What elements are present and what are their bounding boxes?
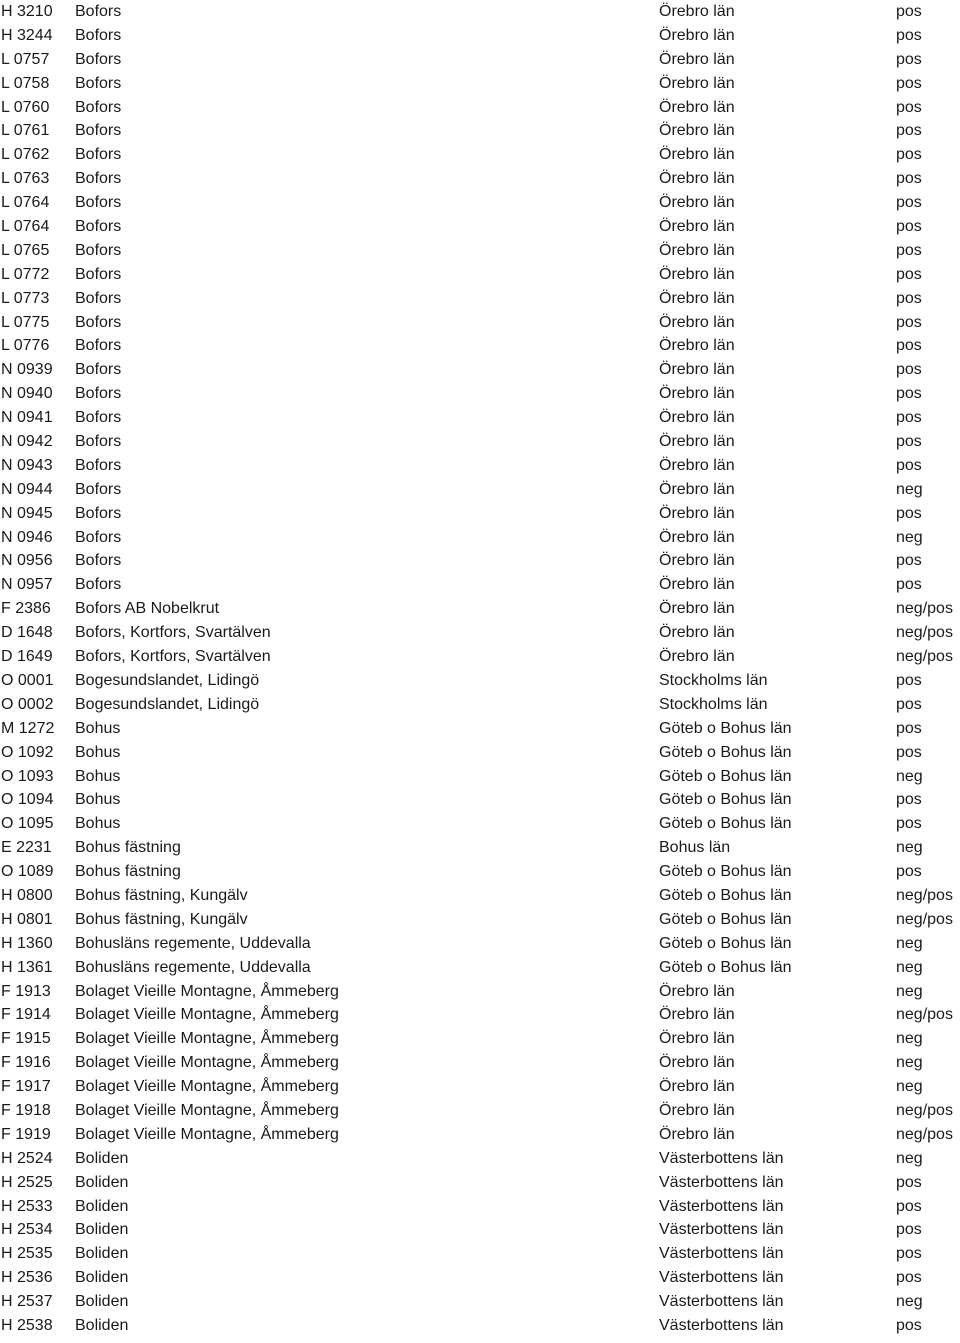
- record-code: O 0002: [1, 695, 54, 713]
- record-place: Bolaget Vieille Montagne, Åmmeberg: [75, 1125, 339, 1143]
- list-item: [0, 1051, 960, 1075]
- record-code: H 2537: [1, 1293, 53, 1311]
- record-county: Göteb o Bohus län: [659, 910, 792, 928]
- record-result: pos: [896, 289, 922, 307]
- record-code: N 0939: [1, 361, 53, 379]
- record-county: Örebro län: [659, 170, 735, 188]
- record-result: pos: [896, 1173, 922, 1191]
- record-code: E 2231: [1, 839, 52, 857]
- record-place: Bofors: [75, 337, 122, 355]
- record-county: Örebro län: [659, 552, 735, 570]
- record-code: H 2524: [1, 1149, 53, 1167]
- record-county: Västerbottens län: [659, 1245, 784, 1263]
- record-result: neg: [896, 958, 923, 976]
- list-item: [0, 287, 960, 311]
- record-result: neg/pos: [896, 910, 953, 928]
- record-code: L 0761: [1, 122, 50, 140]
- record-code: H 2538: [1, 1316, 53, 1334]
- list-item: [0, 932, 960, 956]
- record-code: H 2534: [1, 1221, 53, 1239]
- list-item: [0, 693, 960, 717]
- record-code: D 1648: [1, 624, 53, 642]
- record-place: Bofors: [75, 576, 122, 594]
- record-result: pos: [896, 576, 922, 594]
- record-county: Örebro län: [659, 26, 735, 44]
- record-result: pos: [896, 433, 922, 451]
- list-item: [0, 143, 960, 167]
- record-result: neg: [896, 767, 923, 785]
- record-place: Bofors: [75, 480, 122, 498]
- list-item: [0, 1171, 960, 1195]
- record-county: Västerbottens län: [659, 1221, 784, 1239]
- record-county: Örebro län: [659, 1006, 735, 1024]
- record-place: Boliden: [75, 1197, 129, 1215]
- list-item: [0, 836, 960, 860]
- record-county: Göteb o Bohus län: [659, 743, 792, 761]
- record-code: L 0764: [1, 218, 50, 236]
- record-place: Bofors: [75, 98, 122, 116]
- list-item: [0, 263, 960, 287]
- record-place: Bofors: [75, 456, 122, 474]
- record-result: pos: [896, 385, 922, 403]
- record-code: N 0942: [1, 433, 53, 451]
- record-result: pos: [896, 26, 922, 44]
- record-code: O 0001: [1, 671, 54, 689]
- record-code: N 0944: [1, 480, 53, 498]
- record-place: Bofors: [75, 385, 122, 403]
- record-county: Örebro län: [659, 361, 735, 379]
- record-county: Göteb o Bohus län: [659, 863, 792, 881]
- record-result: pos: [896, 194, 922, 212]
- record-result: neg: [896, 1293, 923, 1311]
- record-result: neg/pos: [896, 648, 953, 666]
- record-place: Bohus fästning: [75, 863, 181, 881]
- record-place: Bolaget Vieille Montagne, Åmmeberg: [75, 1078, 339, 1096]
- list-item: [0, 1195, 960, 1219]
- record-code: L 0757: [1, 50, 50, 68]
- record-result: pos: [896, 265, 922, 283]
- record-county: Örebro län: [659, 265, 735, 283]
- record-county: Göteb o Bohus län: [659, 934, 792, 952]
- record-code: F 1918: [1, 1101, 51, 1119]
- record-county: Örebro län: [659, 241, 735, 259]
- list-item: [0, 956, 960, 980]
- record-code: O 1093: [1, 767, 54, 785]
- record-result: neg/pos: [896, 886, 953, 904]
- record-place: Bofors, Kortfors, Svartälven: [75, 648, 271, 666]
- record-place: Bolaget Vieille Montagne, Åmmeberg: [75, 982, 339, 1000]
- record-result: neg: [896, 528, 923, 546]
- record-place: Boliden: [75, 1173, 129, 1191]
- record-county: Örebro län: [659, 50, 735, 68]
- list-item: [0, 239, 960, 263]
- record-result: pos: [896, 361, 922, 379]
- record-place: Boliden: [75, 1316, 129, 1334]
- record-result: neg: [896, 1030, 923, 1048]
- record-county: Örebro län: [659, 480, 735, 498]
- list-item: [0, 1147, 960, 1171]
- record-result: neg: [896, 934, 923, 952]
- record-place: Boliden: [75, 1293, 129, 1311]
- record-result: neg/pos: [896, 1125, 953, 1143]
- record-code: M 1272: [1, 719, 55, 737]
- record-county: Örebro län: [659, 313, 735, 331]
- list-item: [0, 980, 960, 1004]
- record-place: Bohus: [75, 743, 121, 761]
- record-county: Örebro län: [659, 1125, 735, 1143]
- list-item: [0, 669, 960, 693]
- record-place: Bolaget Vieille Montagne, Åmmeberg: [75, 1030, 339, 1048]
- record-code: O 1095: [1, 815, 54, 833]
- record-result: pos: [896, 74, 922, 92]
- record-result: neg: [896, 1054, 923, 1072]
- record-result: pos: [896, 3, 922, 20]
- list-item: [0, 765, 960, 789]
- record-result: pos: [896, 122, 922, 140]
- list-item: [0, 96, 960, 120]
- list-item: [0, 645, 960, 669]
- record-place: Bofors AB Nobelkrut: [75, 600, 220, 618]
- record-result: pos: [896, 695, 922, 713]
- list-item: [0, 311, 960, 335]
- record-code: F 1917: [1, 1078, 51, 1096]
- record-place: Bolaget Vieille Montagne, Åmmeberg: [75, 1006, 339, 1024]
- list-item: [0, 526, 960, 550]
- list-item: [0, 812, 960, 836]
- record-result: pos: [896, 552, 922, 570]
- record-county: Västerbottens län: [659, 1269, 784, 1287]
- record-result: neg: [896, 480, 923, 498]
- record-county: Göteb o Bohus län: [659, 767, 792, 785]
- record-code: L 0763: [1, 170, 50, 188]
- record-place: Boliden: [75, 1221, 129, 1239]
- record-code: F 1919: [1, 1125, 51, 1143]
- record-place: Bofors: [75, 170, 122, 188]
- record-code: H 2536: [1, 1269, 53, 1287]
- record-code: N 0957: [1, 576, 53, 594]
- record-code: O 1089: [1, 863, 54, 881]
- record-result: pos: [896, 743, 922, 761]
- list-item: [0, 860, 960, 884]
- list-item: [0, 1314, 960, 1338]
- record-county: Örebro län: [659, 1078, 735, 1096]
- record-code: L 0758: [1, 74, 50, 92]
- record-county: Örebro län: [659, 1101, 735, 1119]
- record-county: Stockholms län: [659, 671, 768, 689]
- record-result: neg/pos: [896, 600, 953, 618]
- record-place: Bofors: [75, 74, 122, 92]
- record-place: Bolaget Vieille Montagne, Åmmeberg: [75, 1054, 339, 1072]
- record-county: Örebro län: [659, 624, 735, 642]
- record-county: Örebro län: [659, 504, 735, 522]
- record-code: L 0775: [1, 313, 50, 331]
- record-result: neg/pos: [896, 624, 953, 642]
- record-result: pos: [896, 409, 922, 427]
- record-code: O 1092: [1, 743, 54, 761]
- record-place: Bohus: [75, 815, 121, 833]
- list-item: [0, 48, 960, 72]
- record-result: pos: [896, 313, 922, 331]
- record-result: pos: [896, 50, 922, 68]
- record-place: Bofors: [75, 218, 122, 236]
- record-result: pos: [896, 863, 922, 881]
- record-county: Örebro län: [659, 122, 735, 140]
- list-item: [0, 454, 960, 478]
- list-item: [0, 478, 960, 502]
- record-code: L 0762: [1, 146, 50, 164]
- record-county: Göteb o Bohus län: [659, 886, 792, 904]
- list-item: [0, 621, 960, 645]
- record-place: Bofors: [75, 26, 122, 44]
- list-item: [0, 549, 960, 573]
- record-county: Bohus län: [659, 839, 731, 857]
- record-place: Bohusläns regemente, Uddevalla: [75, 958, 311, 976]
- record-county: Örebro län: [659, 600, 735, 618]
- record-county: Örebro län: [659, 218, 735, 236]
- record-place: Bolaget Vieille Montagne, Åmmeberg: [75, 1101, 339, 1119]
- record-place: Bofors: [75, 289, 122, 307]
- record-result: pos: [896, 504, 922, 522]
- record-result: pos: [896, 1221, 922, 1239]
- record-result: pos: [896, 815, 922, 833]
- record-result: pos: [896, 1316, 922, 1334]
- record-place: Bofors: [75, 146, 122, 164]
- list-item: [0, 0, 960, 24]
- record-code: H 2535: [1, 1245, 53, 1263]
- record-code: F 2386: [1, 600, 51, 618]
- record-place: Bohus: [75, 719, 121, 737]
- list-item: [0, 788, 960, 812]
- record-county: Västerbottens län: [659, 1293, 784, 1311]
- record-place: Bofors: [75, 409, 122, 427]
- record-result: neg: [896, 1149, 923, 1167]
- list-item: [0, 1003, 960, 1027]
- list-item: [0, 597, 960, 621]
- record-code: H 2533: [1, 1197, 53, 1215]
- list-item: [0, 884, 960, 908]
- record-result: pos: [896, 218, 922, 236]
- record-county: Göteb o Bohus län: [659, 815, 792, 833]
- record-result: pos: [896, 671, 922, 689]
- record-place: Bofors: [75, 50, 122, 68]
- list-item: [0, 1099, 960, 1123]
- record-county: Örebro län: [659, 1030, 735, 1048]
- record-county: Örebro län: [659, 289, 735, 307]
- record-place: Bohus fästning, Kungälv: [75, 910, 248, 928]
- record-place: Bofors: [75, 433, 122, 451]
- record-code: D 1649: [1, 648, 53, 666]
- record-place: Bofors: [75, 361, 122, 379]
- record-result: neg: [896, 982, 923, 1000]
- record-county: Örebro län: [659, 385, 735, 403]
- list-item: [0, 573, 960, 597]
- record-county: Örebro län: [659, 456, 735, 474]
- record-result: pos: [896, 456, 922, 474]
- record-place: Boliden: [75, 1269, 129, 1287]
- record-county: Örebro län: [659, 528, 735, 546]
- record-county: Göteb o Bohus län: [659, 719, 792, 737]
- record-code: H 0800: [1, 886, 53, 904]
- list-item: [0, 430, 960, 454]
- record-county: Örebro län: [659, 648, 735, 666]
- record-county: Västerbottens län: [659, 1173, 784, 1191]
- record-county: Örebro län: [659, 98, 735, 116]
- list-item: [0, 502, 960, 526]
- record-county: Västerbottens län: [659, 1149, 784, 1167]
- list-item: [0, 215, 960, 239]
- record-place: Bofors, Kortfors, Svartälven: [75, 624, 271, 642]
- record-code: L 0773: [1, 289, 50, 307]
- record-place: Bofors: [75, 3, 122, 20]
- list-item: [0, 741, 960, 765]
- list-item: [0, 334, 960, 358]
- record-code: O 1094: [1, 791, 54, 809]
- record-result: pos: [896, 98, 922, 116]
- list-item: [0, 1218, 960, 1242]
- record-place: Bogesundslandet, Lidingö: [75, 695, 260, 713]
- record-place: Bohus: [75, 791, 121, 809]
- record-result: pos: [896, 146, 922, 164]
- list-item: [0, 191, 960, 215]
- record-code: L 0776: [1, 337, 50, 355]
- record-code: H 1361: [1, 958, 53, 976]
- record-place: Boliden: [75, 1245, 129, 1263]
- record-result: pos: [896, 1197, 922, 1215]
- record-result: neg: [896, 1078, 923, 1096]
- record-county: Göteb o Bohus län: [659, 791, 792, 809]
- list-item: [0, 908, 960, 932]
- record-county: Örebro län: [659, 576, 735, 594]
- record-place: Bofors: [75, 504, 122, 522]
- record-code: L 0760: [1, 98, 50, 116]
- record-code: H 2525: [1, 1173, 53, 1191]
- record-code: F 1916: [1, 1054, 51, 1072]
- record-county: Stockholms län: [659, 695, 768, 713]
- record-county: Örebro län: [659, 194, 735, 212]
- record-result: neg: [896, 839, 923, 857]
- record-place: Bofors: [75, 122, 122, 140]
- record-place: Bogesundslandet, Lidingö: [75, 671, 260, 689]
- record-code: N 0946: [1, 528, 53, 546]
- record-county: Örebro län: [659, 146, 735, 164]
- record-county: Örebro län: [659, 433, 735, 451]
- record-code: N 0945: [1, 504, 53, 522]
- record-result: pos: [896, 337, 922, 355]
- record-county: Örebro län: [659, 409, 735, 427]
- record-result: pos: [896, 241, 922, 259]
- list-item: [0, 1027, 960, 1051]
- record-code: L 0772: [1, 265, 50, 283]
- record-place: Bohus fästning: [75, 839, 181, 857]
- record-code: H 1360: [1, 934, 53, 952]
- record-county: Västerbottens län: [659, 1197, 784, 1215]
- record-code: N 0940: [1, 385, 53, 403]
- record-county: Göteb o Bohus län: [659, 958, 792, 976]
- record-result: pos: [896, 170, 922, 188]
- record-county: Västerbottens län: [659, 1316, 784, 1334]
- record-code: F 1915: [1, 1030, 51, 1048]
- list-item: [0, 72, 960, 96]
- list-item: [0, 167, 960, 191]
- record-place: Boliden: [75, 1149, 129, 1167]
- record-place: Bofors: [75, 241, 122, 259]
- list-item: [0, 717, 960, 741]
- record-place: Bofors: [75, 194, 122, 212]
- record-place: Bofors: [75, 265, 122, 283]
- list-item: [0, 406, 960, 430]
- record-code: L 0764: [1, 194, 50, 212]
- list-item: [0, 382, 960, 406]
- record-result: neg/pos: [896, 1101, 953, 1119]
- record-result: pos: [896, 791, 922, 809]
- record-code: N 0941: [1, 409, 53, 427]
- record-code: N 0956: [1, 552, 53, 570]
- record-place: Bofors: [75, 313, 122, 331]
- record-code: L 0765: [1, 241, 50, 259]
- record-place: Bofors: [75, 552, 122, 570]
- record-result: pos: [896, 1269, 922, 1287]
- list-item: [0, 1123, 960, 1147]
- record-place: Bofors: [75, 528, 122, 546]
- record-result: pos: [896, 719, 922, 737]
- list-item: [0, 1266, 960, 1290]
- record-place: Bohus fästning, Kungälv: [75, 886, 248, 904]
- record-result: neg/pos: [896, 1006, 953, 1024]
- list-item: [0, 1075, 960, 1099]
- record-code: H 3210: [1, 3, 53, 20]
- record-code: H 3244: [1, 26, 53, 44]
- list-item: [0, 1242, 960, 1266]
- record-place: Bohus: [75, 767, 121, 785]
- record-code: F 1913: [1, 982, 51, 1000]
- record-county: Örebro län: [659, 337, 735, 355]
- record-county: Örebro län: [659, 74, 735, 92]
- record-code: F 1914: [1, 1006, 51, 1024]
- list-item: [0, 358, 960, 382]
- record-place: Bohusläns regemente, Uddevalla: [75, 934, 311, 952]
- list-item: [0, 1290, 960, 1314]
- list-item: [0, 119, 960, 143]
- record-county: Örebro län: [659, 1054, 735, 1072]
- record-code: N 0943: [1, 456, 53, 474]
- record-county: Örebro län: [659, 3, 735, 20]
- list-item: [0, 24, 960, 48]
- record-county: Örebro län: [659, 982, 735, 1000]
- record-result: pos: [896, 1245, 922, 1263]
- record-code: H 0801: [1, 910, 53, 928]
